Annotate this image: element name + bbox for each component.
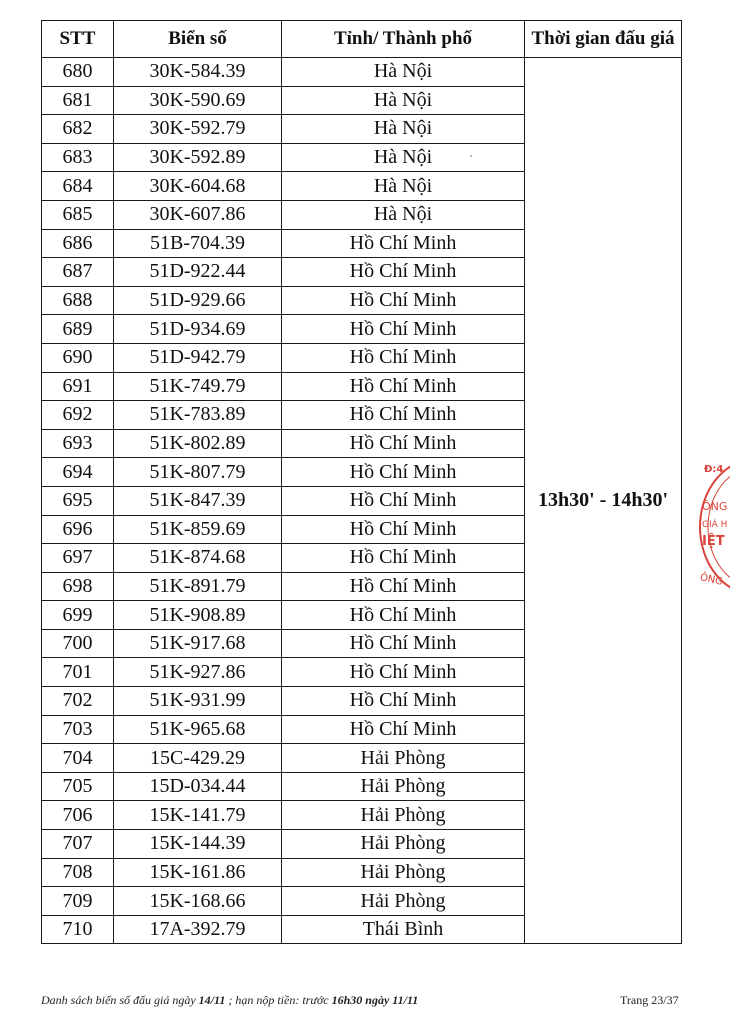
- cell-plate: 51K-931.99: [114, 687, 282, 716]
- cell-city: Hải Phòng: [282, 887, 525, 916]
- cell-plate: 51K-891.79: [114, 572, 282, 601]
- cell-city: Hồ Chí Minh: [282, 486, 525, 515]
- cell-stt: 686: [42, 229, 114, 258]
- cell-city: Hồ Chí Minh: [282, 544, 525, 573]
- cell-plate: 51K-802.89: [114, 429, 282, 458]
- cell-stt: 709: [42, 887, 114, 916]
- cell-city: Hồ Chí Minh: [282, 401, 525, 430]
- cell-city: Hồ Chí Minh: [282, 258, 525, 287]
- cell-city: Hà Nội: [282, 143, 525, 172]
- cell-plate: 51K-908.89: [114, 601, 282, 630]
- cell-city: Hồ Chí Minh: [282, 601, 525, 630]
- cell-stt: 689: [42, 315, 114, 344]
- cell-stt: 708: [42, 858, 114, 887]
- svg-text:Đ:4: Đ:4: [704, 464, 724, 475]
- cell-plate: 51D-942.79: [114, 343, 282, 372]
- cell-city: Hải Phòng: [282, 830, 525, 859]
- cell-auction-time: 13h30' - 14h30': [525, 58, 682, 944]
- cell-plate: 30K-604.68: [114, 172, 282, 201]
- cell-city: Hồ Chí Minh: [282, 715, 525, 744]
- header-plate: Biển số: [114, 21, 282, 58]
- cell-city: Hồ Chí Minh: [282, 458, 525, 487]
- cell-stt: 680: [42, 58, 114, 87]
- cell-city: Hà Nội: [282, 86, 525, 115]
- cell-stt: 706: [42, 801, 114, 830]
- cell-plate: 51B-704.39: [114, 229, 282, 258]
- svg-text:ÔNG: ÔNG: [698, 572, 724, 588]
- cell-stt: 704: [42, 744, 114, 773]
- cell-stt: 692: [42, 401, 114, 430]
- footer-middle: ; hạn nộp tiền: trước: [228, 993, 329, 1007]
- cell-plate: 15K-168.66: [114, 887, 282, 916]
- cell-city: Hải Phòng: [282, 772, 525, 801]
- header-stt: STT: [42, 21, 114, 58]
- license-plate-auction-table: [41, 20, 682, 944]
- cell-plate: 51K-847.39: [114, 486, 282, 515]
- cell-stt: 710: [42, 915, 114, 944]
- cell-plate: 51K-917.68: [114, 629, 282, 658]
- footer-auction-date: 14/11: [198, 993, 226, 1007]
- cell-stt: 685: [42, 200, 114, 229]
- table-body: [42, 58, 682, 944]
- cell-city: Hồ Chí Minh: [282, 658, 525, 687]
- cell-plate: 51D-934.69: [114, 315, 282, 344]
- cell-city: Hồ Chí Minh: [282, 687, 525, 716]
- cell-plate: 51K-874.68: [114, 544, 282, 573]
- cell-plate: 51K-783.89: [114, 401, 282, 430]
- cell-stt: 707: [42, 830, 114, 859]
- cell-plate: 15K-141.79: [114, 801, 282, 830]
- cell-stt: 701: [42, 658, 114, 687]
- cell-plate: 17A-392.79: [114, 915, 282, 944]
- cell-plate: 51K-859.69: [114, 515, 282, 544]
- table-header-row: [42, 21, 682, 58]
- cell-stt: 700: [42, 629, 114, 658]
- cell-stt: 682: [42, 115, 114, 144]
- cell-plate: 30K-592.79: [114, 115, 282, 144]
- svg-text:GIÁ H: GIÁ H: [702, 520, 728, 530]
- cell-plate: 51D-929.66: [114, 286, 282, 315]
- table-row: [42, 58, 682, 87]
- cell-stt: 695: [42, 486, 114, 515]
- footer-prefix: Danh sách biển số đấu giá ngày: [41, 993, 196, 1007]
- cell-stt: 703: [42, 715, 114, 744]
- cell-plate: 51D-922.44: [114, 258, 282, 287]
- svg-text:IỆT: IỆT: [702, 534, 725, 549]
- cell-city: Hải Phòng: [282, 744, 525, 773]
- footer-note: [41, 993, 418, 1008]
- cell-city: Hà Nội: [282, 200, 525, 229]
- cell-stt: 693: [42, 429, 114, 458]
- cell-city: Hồ Chí Minh: [282, 515, 525, 544]
- cell-city: Hải Phòng: [282, 858, 525, 887]
- cell-city: Hồ Chí Minh: [282, 286, 525, 315]
- cell-city: Hồ Chí Minh: [282, 315, 525, 344]
- footer-deadline: 16h30 ngày 11/11: [331, 993, 419, 1007]
- page-number: Trang 23/37: [620, 993, 679, 1007]
- header-time: Thời gian đấu giá: [525, 21, 682, 58]
- cell-city: Hồ Chí Minh: [282, 372, 525, 401]
- red-seal-stamp: [694, 455, 730, 605]
- cell-stt: 687: [42, 258, 114, 287]
- cell-city: Hồ Chí Minh: [282, 572, 525, 601]
- cell-city: Thái Bình: [282, 915, 525, 944]
- header-city: Tỉnh/ Thành phố: [282, 21, 525, 58]
- cell-plate: 51K-807.79: [114, 458, 282, 487]
- cell-city: Hà Nội: [282, 115, 525, 144]
- cell-stt: 699: [42, 601, 114, 630]
- cell-stt: 698: [42, 572, 114, 601]
- cell-plate: 15K-144.39: [114, 830, 282, 859]
- cell-stt: 694: [42, 458, 114, 487]
- cell-plate: 15D-034.44: [114, 772, 282, 801]
- cell-stt: 691: [42, 372, 114, 401]
- scan-speck: [470, 155, 472, 157]
- cell-city: Hà Nội: [282, 172, 525, 201]
- cell-city: Hồ Chí Minh: [282, 629, 525, 658]
- cell-plate: 51K-927.86: [114, 658, 282, 687]
- cell-plate: 30K-584.39: [114, 58, 282, 87]
- cell-plate: 30K-590.69: [114, 86, 282, 115]
- cell-city: Hải Phòng: [282, 801, 525, 830]
- cell-plate: 15K-161.86: [114, 858, 282, 887]
- cell-stt: 696: [42, 515, 114, 544]
- cell-stt: 681: [42, 86, 114, 115]
- cell-stt: 683: [42, 143, 114, 172]
- cell-stt: 705: [42, 772, 114, 801]
- cell-city: Hồ Chí Minh: [282, 429, 525, 458]
- cell-plate: 15C-429.29: [114, 744, 282, 773]
- cell-stt: 697: [42, 544, 114, 573]
- cell-plate: 51K-965.68: [114, 715, 282, 744]
- cell-city: Hồ Chí Minh: [282, 229, 525, 258]
- cell-stt: 690: [42, 343, 114, 372]
- cell-plate: 30K-607.86: [114, 200, 282, 229]
- cell-city: Hà Nội: [282, 58, 525, 87]
- cell-stt: 688: [42, 286, 114, 315]
- cell-stt: 684: [42, 172, 114, 201]
- cell-plate: 51K-749.79: [114, 372, 282, 401]
- svg-text:ÔNG: ÔNG: [702, 500, 728, 513]
- cell-stt: 702: [42, 687, 114, 716]
- cell-city: Hồ Chí Minh: [282, 343, 525, 372]
- cell-plate: 30K-592.89: [114, 143, 282, 172]
